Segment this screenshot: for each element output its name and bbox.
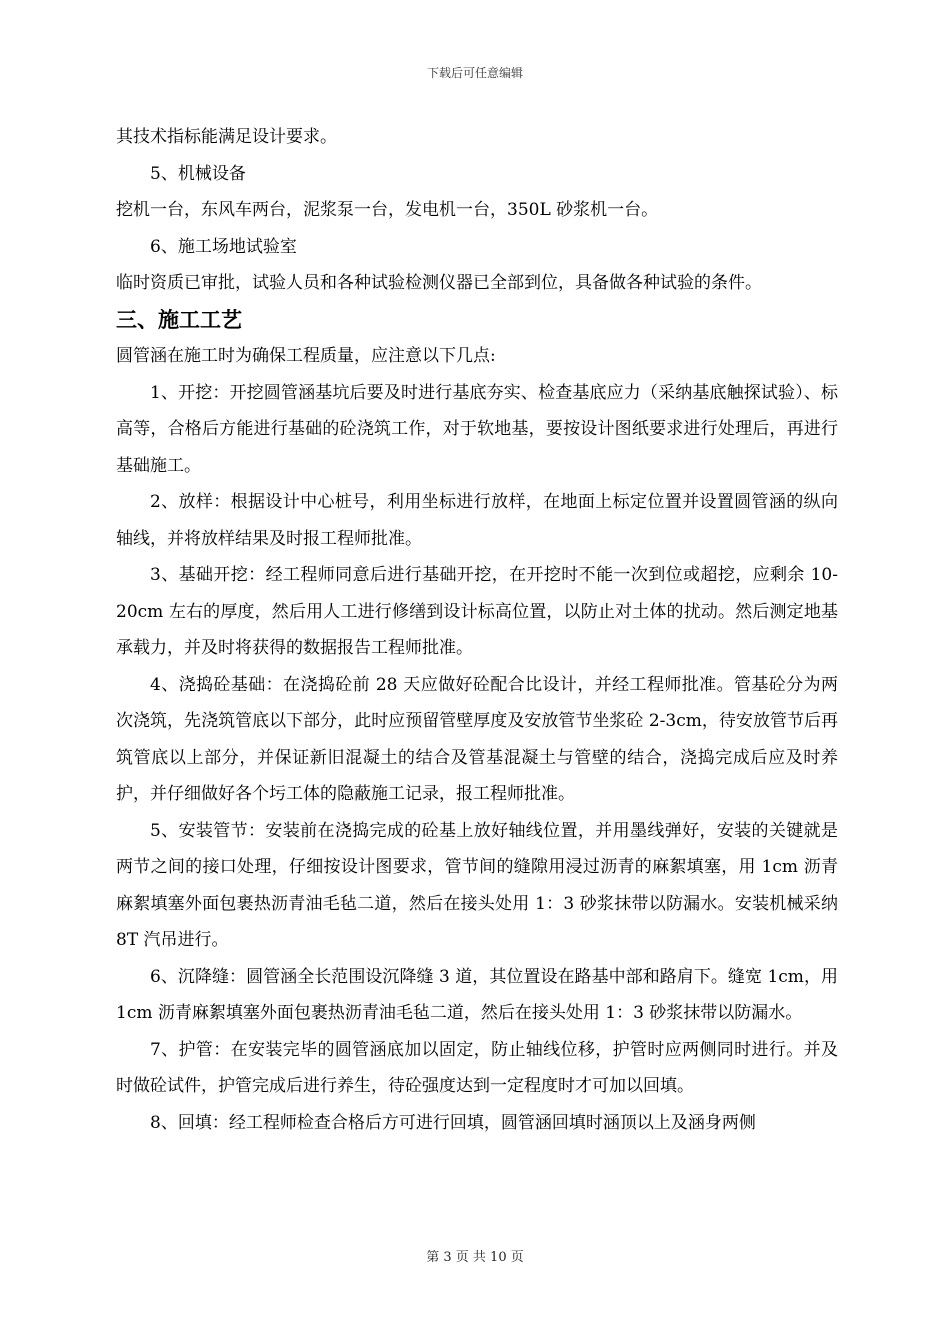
page-header: 下载后可任意编辑 [426, 66, 523, 80]
paragraph: 挖机一台，东风车两台，泥浆泵一台，发电机一台，350L 砂浆机一台。 [116, 200, 659, 220]
subheading-machinery: 5、机械设备 [150, 163, 246, 184]
paragraph-step-2: 2、放样：根据设计中心桩号，利用坐标进行放样，在地面上标定位置并设置圆管涵的纵向轴线，并将放样结果及时报工程师批准。 [116, 492, 838, 549]
paragraph-step-8: 8、回填：经工程师检查合格后方可进行回填，圆管涵回填时涵顶以上及涵身两侧 [150, 1112, 756, 1133]
paragraph: 其技术指标能满足设计要求。 [116, 127, 337, 147]
paragraph-step-7: 7、护管：在安装完毕的圆管涵底加以固定，防止轴线位移，护管时应两侧同时进行。并及时做砼试件，护管完成后进行养生，待砼强度达到一定程度时才可加以回填。 [116, 1039, 838, 1096]
subheading-lab: 6、施工场地试验室 [150, 236, 297, 257]
paragraph-step-6: 6、沉降缝：圆管涵全长范围设沉降缝 3 道，其位置设在路基中部和路肩下。缝宽 1cm，用 1cm 沥青麻絮填塞外面包裹热沥青油毛毡二道，然后在接头处用 1：3 砂浆抹带以防漏水。 [116, 966, 838, 1023]
paragraph-step-1: 1、开挖：开挖圆管涵基坑后要及时进行基底夯实、检查基底应力（采纳基底触探试验）、标高等，合格后方能进行基础的砼浇筑工作，对于软地基，要按设计图纸要求进行处理后，再进行基础施工。 [116, 382, 838, 476]
paragraph: 圆管涵在施工时为确保工程质量，应注意以下几点: [116, 346, 496, 366]
body-text [116, 119, 838, 1141]
paragraph-step-4: 4、浇捣砼基础：在浇捣砼前 28 天应做好砼配合比设计，并经工程师批准。管基砼分为两次浇筑，先浇筑管底以下部分，此时应预留管壁厚度及安放管节坐浆砼 2-3cm，待安放管节后再筑管底以上部分，并保证新旧混凝土的结合及管基混凝土与管壁的结合，浇捣完成后应及时养护，并仔细做好各个圬工体的隐蔽施工记录，报工程师批准。 [116, 674, 838, 804]
paragraph: 临时资质已审批，试验人员和各种试验检测仪器已全部到位，具备做各种试验的条件。 [116, 273, 762, 293]
page-footer: 第 3 页 共 10 页 [426, 1250, 524, 1265]
paragraph-step-3: 3、基础开挖：经工程师同意后进行基础开挖，在开挖时不能一次到位或超挖，应剩余 10-20cm 左右的厚度，然后用人工进行修缮到设计标高位置，以防止对土体的扰动。然后测定地基承载力，并及时将获得的数据报告工程师批准。 [116, 565, 838, 658]
section-heading: 三、施工工艺 [116, 307, 242, 332]
paragraph-step-5: 5、安装管节：安装前在浇捣完成的砼基上放好轴线位置，并用墨线弹好，安装的关键就是两节之间的接口处理，仔细按设计图要求，管节间的缝隙用浸过沥青的麻絮填塞，用 1cm 沥青麻絮填塞外面包裹热沥青油毛毡二道，然后在接头处用 1：3 砂浆抹带以防漏水。安装机械采纳 8T 汽吊进行。 [116, 820, 838, 950]
